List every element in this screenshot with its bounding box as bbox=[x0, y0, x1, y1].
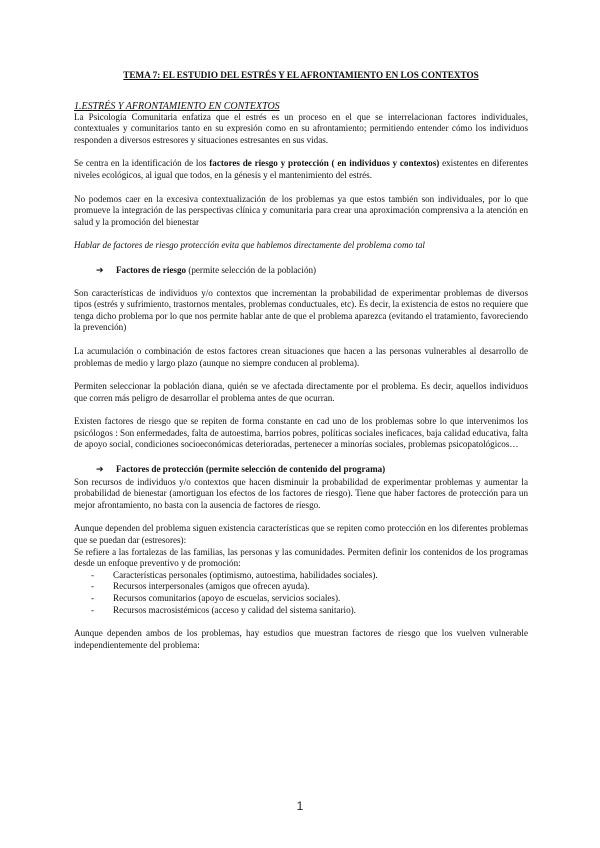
dash-bullet: - bbox=[91, 581, 95, 592]
dash-bullet: - bbox=[91, 604, 95, 615]
paragraph-text: Se centra en la identificación de los bbox=[74, 158, 210, 169]
arrow-icon: ➔ bbox=[96, 465, 104, 476]
protection-factors-label: Factores de protección (permite selección de contenido del programa) bbox=[116, 464, 386, 475]
list-item-text: Recursos macrosistémicos (acceso y calidad del sistema sanitario). bbox=[113, 604, 356, 615]
paragraph-text: existentes en diferentes niveles ecológicos, al igual que todos, en la génesis y el mantenimiento del estrés. bbox=[74, 158, 528, 180]
paragraph-common-risk-factors: Existen factores de riesgo que se repiten de forma constante en cad uno de los problemas sobre lo que intervenimos los psicólogos : Son enfermedades, falta de autoestima, barrios pobres, políticas sociales ineficaces, baja calidad educativa, falta de apoyo social, condiciones socioeconómicas deterioradas, pertenecer a minorías sociales, problemas psicopatológicos… bbox=[74, 416, 528, 450]
risk-factors-heading bbox=[74, 265, 528, 278]
arrow-icon: ➔ bbox=[96, 265, 104, 276]
risk-factors-note: (permite selección de la población) bbox=[186, 264, 317, 275]
list-item-text: Recursos interpersonales (amigos que ofrecen ayuda). bbox=[113, 581, 310, 592]
paragraph-italic-note: Hablar de factores de riesgo protección evita que hablemos directamente del problema como tal bbox=[74, 240, 425, 251]
document-body bbox=[74, 70, 528, 651]
paragraph-protection-definition: Son recursos de individuos y/o contextos que hacen disminuir la probabilidad de experimentar problemas y aumentar la probabilidad de bienestar (amortiguan los efectos de los factores de riesgo). Tiene que haber factores de protección para un mejor afrontamiento, no basta con la ausencia de factores de riesgo. bbox=[74, 476, 528, 510]
paragraph-target-population: Permiten seleccionar la población diana, quién se ve afectada directamente por el problema. Es decir, aquellos individuos que corren más peligro de desarrollar el problema antes de que ocurran. bbox=[74, 381, 528, 403]
paragraph-risk-definition: Son características de individuos y/o contextos que incrementan la probabilidad de experimentar problemas de diversos tipos (estrés y sufrimiento, trastornos mentales, problemas conductuales, etc). Es decir, la existencia de estos no requiere que tenga dicho problema por lo que nos permite hablar ante de que el problema aparezca (evitando el tratamiento, favoreciendo la prevención) bbox=[74, 287, 528, 333]
list-item-text: Características personales (optimismo, autoestima, habilidades sociales). bbox=[113, 569, 378, 580]
list-item bbox=[91, 581, 528, 593]
protection-factors-heading bbox=[74, 464, 528, 477]
dash-bullet: - bbox=[91, 593, 95, 603]
paragraph-risk-accumulation: La acumulación o combinación de estos factores crean situaciones que hacen a las personas vulnerables al desarrollo de problemas de medio y largo plazo (aunque no siempre conducen al problema). bbox=[74, 345, 528, 368]
list-item bbox=[91, 570, 528, 582]
paragraph-risk-protection-focus bbox=[74, 158, 528, 181]
protection-resources-list bbox=[74, 570, 528, 616]
section-heading: 1.ESTRÉS Y AFRONTAMIENTO EN CONTEXTOS bbox=[74, 100, 280, 112]
emphasis-text: factores de riesgo y protección ( en individuos y contextos) bbox=[209, 158, 440, 169]
paragraph-intro: La Psicología Comunitaria enfatiza que el estrés es un proceso en el que se interrelacionan factores individuales, contextuales y comunitarios tanto en su expresión como en su afrontamiento; permitiendo entender cómo los individuos responden a diversos estresores y situaciones estresantes en sus vidas. bbox=[74, 111, 528, 145]
list-item bbox=[91, 593, 528, 605]
list-item-text: Recursos comunitarios (apoyo de escuelas, servicios sociales). bbox=[113, 593, 341, 603]
risk-factors-label: Factores de riesgo bbox=[116, 264, 187, 275]
paragraph-strengths: Se refiere a las fortalezas de las familias, las personas y las comunidades. Permiten definir los contenidos de los programas desde un enfoque preventivo y de promoción: bbox=[74, 546, 528, 569]
list-item bbox=[91, 605, 528, 617]
dash-bullet: - bbox=[91, 569, 95, 580]
paragraph-vulnerability: Aunque dependen ambos de los problemas, hay estudios que muestran factores de riesgo que los vuelven vulnerable independientemente del problema: bbox=[74, 628, 528, 650]
document-title: TEMA 7: EL ESTUDIO DEL ESTRÉS Y EL AFRONTAMIENTO EN LOS CONTEXTOS bbox=[123, 70, 479, 80]
paragraph-integration: No podemos caer en la excesiva contextualización de los problemas ya que estos también son individuales, por lo que promueve la integración de las perspectivas clínica y comunitaria para crear una aproximación comprensiva a la atención en salud y la promoción del bienestar bbox=[74, 193, 528, 227]
page-number: 1 bbox=[296, 799, 304, 813]
paragraph-protection-common: Aunque dependen del problema siguen existencia características que se repiten como protección en los diferentes problemas que se puedan dar (estresores): bbox=[74, 523, 528, 546]
